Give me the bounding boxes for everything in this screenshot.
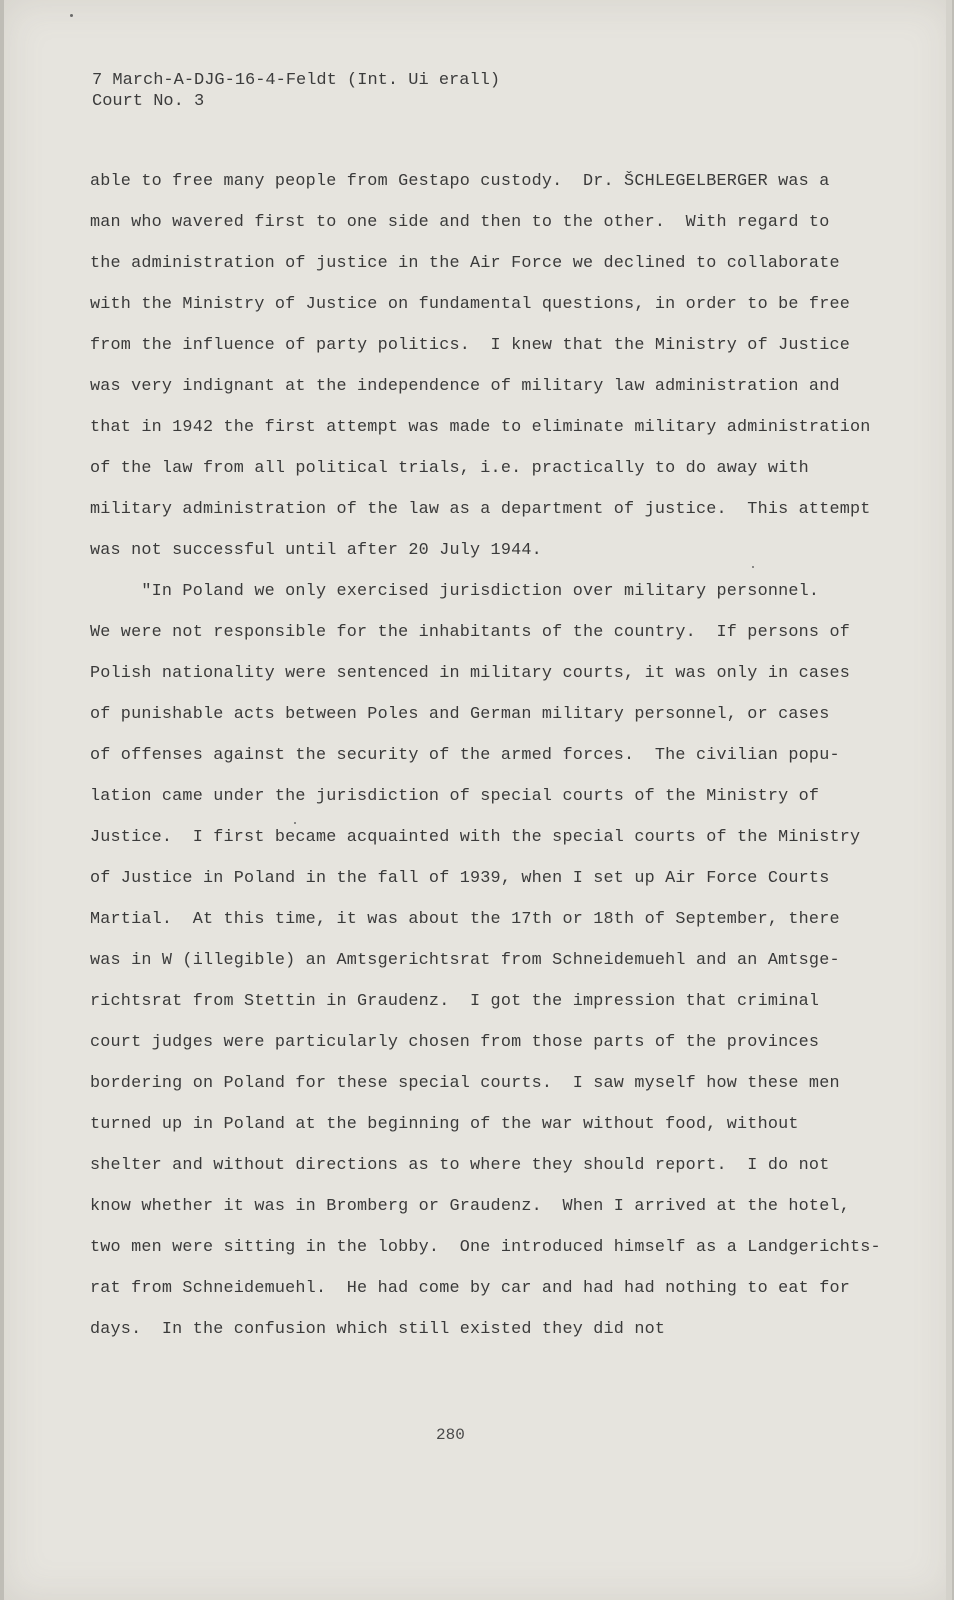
text-line: military administration of the law as a department of justice. This attempt	[90, 500, 871, 519]
text-line: of punishable acts between Poles and German military personnel, or cases	[90, 705, 830, 724]
text-line: lation came under the jurisdiction of special courts of the Ministry of	[90, 787, 820, 806]
text-line: two men were sitting in the lobby. One introduced himself as a Landgerichts-	[90, 1238, 881, 1257]
text-line: shelter and without directions as to where they should report. I do not	[90, 1156, 830, 1175]
text-line: We were not responsible for the inhabitants of the country. If persons of	[90, 623, 851, 642]
page-number: 280	[436, 1426, 465, 1444]
header-reference-line: 7 March-A-DJG-16-4-Feldt (Int. Ui erall)	[92, 71, 501, 90]
paper-speck	[294, 822, 296, 824]
document-page	[4, 0, 952, 1600]
text-line: of the law from all political trials, i.e. practically to do away with	[90, 459, 809, 478]
text-line: know whether it was in Bromberg or Graudenz. When I arrived at the hotel,	[90, 1197, 851, 1216]
text-line: bordering on Poland for these special courts. I saw myself how these men	[90, 1074, 840, 1093]
text-line: that in 1942 the first attempt was made to eliminate military administration	[90, 418, 871, 437]
text-line: from the influence of party politics. I knew that the Ministry of Justice	[90, 336, 851, 355]
text-line: with the Ministry of Justice on fundamental questions, in order to be free	[90, 295, 851, 314]
text-line: court judges were particularly chosen from those parts of the provinces	[90, 1033, 820, 1052]
text-line: of Justice in Poland in the fall of 1939, when I set up Air Force Courts	[90, 869, 830, 888]
text-line: rat from Schneidemuehl. He had come by car and had had nothing to eat for	[90, 1279, 851, 1298]
text-line: man who wavered first to one side and then to the other. With regard to	[90, 213, 830, 232]
text-line: days. In the confusion which still existed they did not	[90, 1320, 666, 1339]
text-line: Justice. I first became acquainted with the special courts of the Ministry	[90, 828, 861, 847]
text-line: "In Poland we only exercised jurisdiction over military personnel.	[90, 582, 820, 601]
text-line: the administration of justice in the Air Force we declined to collaborate	[90, 254, 840, 273]
text-line: Polish nationality were sentenced in military courts, it was only in cases	[90, 664, 851, 683]
text-line: able to free many people from Gestapo custody. Dr. ŠCHLEGELBERGER was a	[90, 172, 830, 191]
document-body	[4, 0, 952, 1600]
header-court-line: Court No. 3	[92, 92, 205, 111]
text-line: Martial. At this time, it was about the 17th or 18th of September, there	[90, 910, 840, 929]
text-line: of offenses against the security of the armed forces. The civilian popu-	[90, 746, 840, 765]
text-line: turned up in Poland at the beginning of the war without food, without	[90, 1115, 799, 1134]
text-line: was not successful until after 20 July 1944.	[90, 541, 542, 560]
paper-speck	[752, 566, 754, 568]
text-line: was very indignant at the independence of military law administration and	[90, 377, 840, 396]
text-line: was in W (illegible) an Amtsgerichtsrat from Schneidemuehl and an Amtsge-	[90, 951, 840, 970]
text-line: richtsrat from Stettin in Graudenz. I got the impression that criminal	[90, 992, 820, 1011]
paper-speck	[70, 14, 73, 17]
